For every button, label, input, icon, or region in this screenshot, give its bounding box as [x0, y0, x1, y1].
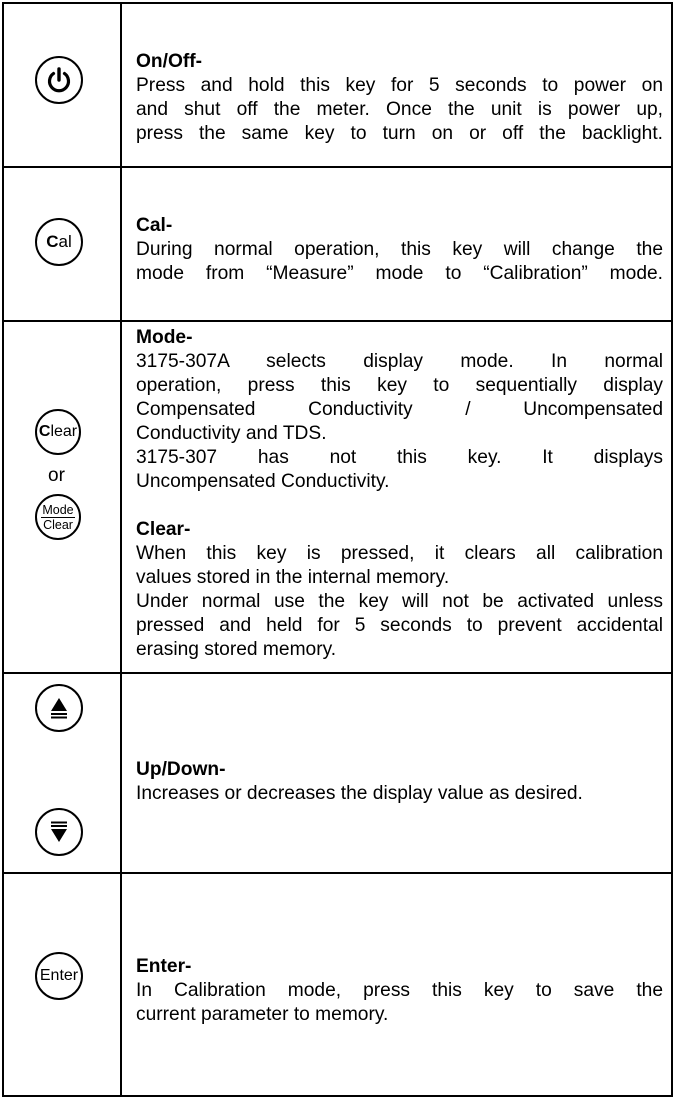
- up-arrow-icon: [48, 696, 70, 720]
- or-label: or: [48, 465, 65, 486]
- clear-key: [35, 409, 81, 455]
- clear-line: When this key is pressed, it clears all calibration: [136, 543, 663, 564]
- mode-line: Uncompensated Conductivity.: [136, 471, 390, 492]
- mode-line: 3175-307 has not this key. It displays: [136, 447, 663, 468]
- mode-clear-key-top: Mode: [42, 502, 74, 517]
- clear-line: Under normal use the key will not be activated unless: [136, 591, 663, 612]
- clear-key-rest: lear: [50, 423, 78, 440]
- mode-line: Compensated Conductivity / Uncompensated: [136, 399, 663, 420]
- cal-description: [136, 214, 663, 286]
- mode-clear-key-bottom: Clear: [43, 517, 73, 532]
- cal-key-rest: al: [58, 232, 72, 251]
- row-enter: [4, 872, 671, 1095]
- on-off-description: [136, 50, 663, 146]
- cal-key-first-letter: C: [46, 232, 59, 251]
- enter-description: [136, 955, 663, 1027]
- power-key: [35, 56, 83, 104]
- cal-title: Cal-: [136, 215, 173, 236]
- mode-title: Mode-: [136, 327, 193, 348]
- key-column: [4, 874, 122, 1095]
- key-column: [4, 674, 122, 872]
- on-off-line: Press and hold this key for 5 seconds to power on: [136, 75, 663, 96]
- cal-key: [35, 218, 83, 266]
- clear-line: values stored in the internal memory.: [136, 567, 450, 588]
- cal-line: mode from “Measure” mode to “Calibration” mode.: [136, 263, 663, 284]
- clear-title: Clear-: [136, 519, 191, 540]
- enter-title: Enter-: [136, 956, 192, 977]
- enter-key-label: Enter: [39, 967, 79, 984]
- mode-line: operation, press this key to sequentially display: [136, 375, 663, 396]
- clear-line: erasing stored memory.: [136, 639, 337, 660]
- down-key: [35, 808, 83, 856]
- clear-key-first-letter: C: [38, 423, 51, 440]
- cal-line: During normal operation, this key will change the: [136, 239, 663, 260]
- enter-line: In Calibration mode, press this key to save the: [136, 980, 663, 1001]
- keys-table: [2, 2, 673, 1097]
- key-column: [4, 4, 122, 166]
- mode-line: 3175-307A selects display mode. In normal: [136, 351, 663, 372]
- row-up-down: [4, 672, 671, 872]
- row-on-off: [4, 4, 671, 166]
- row-cal: [4, 166, 671, 320]
- up-key: [35, 684, 83, 732]
- up-down-description: [136, 758, 663, 806]
- key-column: [4, 322, 122, 672]
- enter-key: [35, 952, 83, 1000]
- down-arrow-icon: [48, 820, 70, 844]
- row-mode-clear: [4, 320, 671, 672]
- on-off-line: and shut off the meter. Once the unit is power up,: [136, 99, 663, 120]
- on-off-title: On/Off-: [136, 51, 203, 72]
- power-icon: [44, 65, 74, 95]
- up-down-title: Up/Down-: [136, 759, 226, 780]
- mode-clear-key: [35, 494, 81, 540]
- up-down-line: Increases or decreases the display value as desired.: [136, 783, 583, 804]
- key-column: [4, 168, 122, 320]
- on-off-line: press the same key to turn on or off the backlight.: [136, 123, 663, 144]
- enter-line: current parameter to memory.: [136, 1004, 389, 1025]
- mode-line: Conductivity and TDS.: [136, 423, 327, 444]
- clear-line: pressed and held for 5 seconds to prevent accidental: [136, 615, 663, 636]
- mode-clear-description: [136, 326, 663, 662]
